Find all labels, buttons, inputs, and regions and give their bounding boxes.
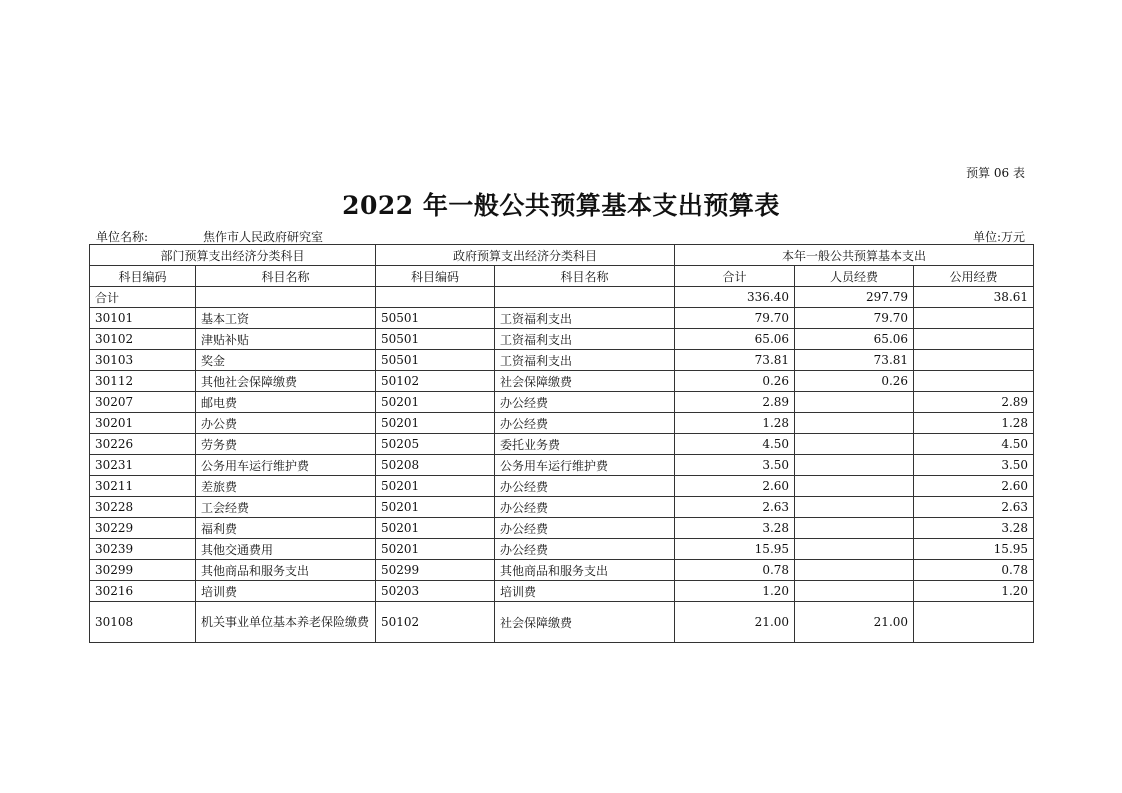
table-row [90,371,1034,392]
dept-code-cell: 30299 [90,560,196,581]
dept-name-cell: 培训费 [196,581,376,602]
budget-table [89,244,1034,643]
total-cell: 1.28 [675,413,795,434]
total-cell: 3.28 [675,518,795,539]
gov-code-cell: 50201 [376,518,495,539]
total-cell: 2.60 [675,476,795,497]
col-header-personnel: 人员经费 [795,266,914,287]
dept-code-cell: 30201 [90,413,196,434]
public-cell: 4.50 [914,434,1034,455]
public-cell: 3.50 [914,455,1034,476]
dept-code-cell: 30108 [90,602,196,643]
table-row [90,581,1034,602]
unit-name-label: 单位名称: [96,230,149,244]
gov-name-cell: 工资福利支出 [495,329,675,350]
money-unit-label: 单位:万元 [972,230,1025,244]
dept-name-cell: 劳务费 [196,434,376,455]
dept-code-cell: 30101 [90,308,196,329]
total-cell: 65.06 [675,329,795,350]
group-header-gov: 政府预算支出经济分类科目 [376,245,675,266]
gov-name-cell: 办公经费 [495,539,675,560]
total-row [90,287,1034,308]
gov-code-cell: 50203 [376,581,495,602]
gov-name-cell: 办公经费 [495,476,675,497]
total-cell: 0.26 [675,371,795,392]
dept-name-cell: 津贴补贴 [196,329,376,350]
dept-name-cell: 其他社会保障缴费 [196,371,376,392]
total-amount: 336.40 [675,287,795,308]
dept-name-cell: 差旅费 [196,476,376,497]
dept-name-cell: 其他交通费用 [196,539,376,560]
gov-name-cell: 社会保障缴费 [495,371,675,392]
gov-name-cell: 委托业务费 [495,434,675,455]
personnel-cell: 65.06 [795,329,914,350]
col-header-total: 合计 [675,266,795,287]
table-row [90,560,1034,581]
gov-name-cell: 工资福利支出 [495,350,675,371]
page-title: 2022 年一般公共预算基本支出预算表 [342,191,780,220]
total-public: 38.61 [914,287,1034,308]
table-row [90,434,1034,455]
dept-code-cell: 30229 [90,518,196,539]
gov-code-cell: 50201 [376,539,495,560]
public-cell: 15.95 [914,539,1034,560]
column-header-row [90,266,1034,287]
table-row [90,518,1034,539]
public-cell [914,329,1034,350]
dept-name-cell: 其他商品和服务支出 [196,560,376,581]
gov-code-cell: 50201 [376,476,495,497]
total-cell: 15.95 [675,539,795,560]
gov-code-cell: 50201 [376,392,495,413]
col-header-dept-name: 科目名称 [196,266,376,287]
col-header-dept-code: 科目编码 [90,266,196,287]
dept-code-cell: 30102 [90,329,196,350]
table-row [90,350,1034,371]
table-row [90,308,1034,329]
personnel-cell [795,434,914,455]
total-label: 合计 [90,287,196,308]
dept-code-cell: 30207 [90,392,196,413]
dept-name-cell: 福利费 [196,518,376,539]
dept-code-cell: 30216 [90,581,196,602]
gov-name-cell: 培训费 [495,581,675,602]
gov-code-cell: 50501 [376,308,495,329]
gov-code-cell: 50102 [376,602,495,643]
dept-name-cell: 奖金 [196,350,376,371]
col-header-gov-code: 科目编码 [376,266,495,287]
personnel-cell [795,413,914,434]
gov-name-cell: 工资福利支出 [495,308,675,329]
gov-name-cell: 社会保障缴费 [495,602,675,643]
table-row [90,455,1034,476]
personnel-cell: 73.81 [795,350,914,371]
gov-code-cell: 50201 [376,497,495,518]
total-cell: 73.81 [675,350,795,371]
personnel-cell: 0.26 [795,371,914,392]
gov-code-cell: 50299 [376,560,495,581]
total-cell: 3.50 [675,455,795,476]
public-cell [914,308,1034,329]
form-number: 预算 06 表 [966,166,1025,180]
personnel-cell: 21.00 [795,602,914,643]
dept-name-cell: 机关事业单位基本养老保险缴费 [196,602,376,643]
gov-name-cell: 办公经费 [495,392,675,413]
col-header-gov-name: 科目名称 [495,266,675,287]
group-header-row [90,245,1034,266]
dept-code-cell: 30226 [90,434,196,455]
table-row [90,497,1034,518]
total-cell: 79.70 [675,308,795,329]
personnel-cell [795,476,914,497]
unit-name-value: 焦作市人民政府研究室 [203,230,324,244]
table-row [90,413,1034,434]
public-cell: 2.89 [914,392,1034,413]
dept-code-cell: 30228 [90,497,196,518]
public-cell: 2.63 [914,497,1034,518]
col-header-public: 公用经费 [914,266,1034,287]
dept-code-cell: 30231 [90,455,196,476]
gov-name-cell: 办公经费 [495,413,675,434]
personnel-cell [795,581,914,602]
group-header-dept: 部门预算支出经济分类科目 [90,245,376,266]
total-personnel: 297.79 [795,287,914,308]
gov-code-cell: 50501 [376,329,495,350]
personnel-cell [795,497,914,518]
dept-name-cell: 邮电费 [196,392,376,413]
total-cell: 4.50 [675,434,795,455]
gov-name-cell: 办公经费 [495,518,675,539]
gov-code-cell: 50102 [376,371,495,392]
gov-code-cell: 50501 [376,350,495,371]
gov-code-cell: 50208 [376,455,495,476]
dept-name-cell: 公务用车运行维护费 [196,455,376,476]
total-cell: 1.20 [675,581,795,602]
table-row [90,392,1034,413]
total-empty-cell [376,287,495,308]
dept-code-cell: 30112 [90,371,196,392]
table-row [90,602,1034,643]
personnel-cell [795,392,914,413]
public-cell: 1.20 [914,581,1034,602]
personnel-cell [795,518,914,539]
dept-name-cell: 办公费 [196,413,376,434]
gov-name-cell: 其他商品和服务支出 [495,560,675,581]
public-cell: 1.28 [914,413,1034,434]
gov-name-cell: 公务用车运行维护费 [495,455,675,476]
table-row [90,476,1034,497]
public-cell: 0.78 [914,560,1034,581]
dept-code-cell: 30239 [90,539,196,560]
dept-name-cell: 工会经费 [196,497,376,518]
personnel-cell [795,539,914,560]
public-cell: 3.28 [914,518,1034,539]
dept-name-cell: 基本工资 [196,308,376,329]
total-cell: 2.89 [675,392,795,413]
group-header-expense: 本年一般公共预算基本支出 [675,245,1034,266]
gov-code-cell: 50205 [376,434,495,455]
total-cell: 2.63 [675,497,795,518]
total-empty-cell [196,287,376,308]
total-cell: 0.78 [675,560,795,581]
public-cell [914,371,1034,392]
dept-code-cell: 30103 [90,350,196,371]
table-row [90,539,1034,560]
public-cell [914,602,1034,643]
dept-code-cell: 30211 [90,476,196,497]
personnel-cell [795,560,914,581]
personnel-cell [795,455,914,476]
gov-name-cell: 办公经费 [495,497,675,518]
gov-code-cell: 50201 [376,413,495,434]
table-row [90,329,1034,350]
total-cell: 21.00 [675,602,795,643]
public-cell [914,350,1034,371]
personnel-cell: 79.70 [795,308,914,329]
total-empty-cell [495,287,675,308]
public-cell: 2.60 [914,476,1034,497]
